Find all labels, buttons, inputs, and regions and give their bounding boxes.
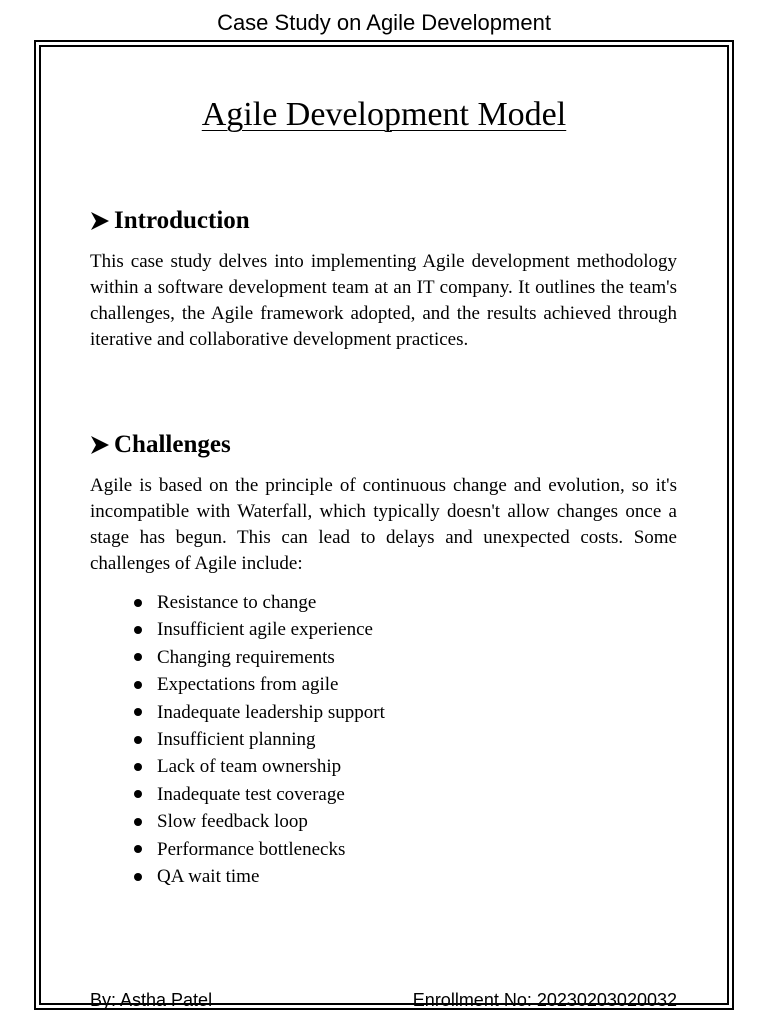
bullet-icon	[134, 818, 142, 826]
document-title	[0, 95, 768, 135]
list-item-text: Inadequate test coverage	[157, 783, 345, 805]
list-item-text: Changing requirements	[157, 646, 335, 668]
bullet-icon	[134, 790, 142, 798]
list-item-text: Insufficient agile experience	[157, 619, 373, 641]
bullet-icon	[134, 653, 142, 661]
footer-enrollment: Enrollment No: 20230203020032	[412, 990, 677, 1010]
challenges-paragraph: Agile is based on the principle of continuous change and evolution, so it's incompatible with Waterfall, which typically doesn't allow changes once a stage has begun. This can lead to delays and unexpected costs. Some challenges of Agile include:	[90, 475, 677, 574]
list-item-text: Resistance to change	[157, 592, 317, 613]
section-heading-challenges	[90, 430, 231, 460]
list-item	[130, 863, 385, 890]
bullet-icon	[134, 763, 142, 771]
list-item	[130, 808, 385, 835]
arrowhead-icon	[90, 211, 110, 231]
list-item-text: Lack of team ownership	[157, 756, 342, 778]
list-item-text: QA wait time	[157, 865, 260, 887]
list-item	[130, 726, 385, 753]
list-item	[130, 671, 385, 698]
section-heading-introduction	[90, 206, 250, 236]
bullet-icon	[134, 736, 142, 744]
list-item-text: Inadequate leadership support	[157, 701, 385, 723]
footer-author: By: Astha Patel	[90, 990, 213, 1010]
page-footer	[90, 988, 677, 1012]
challenges-list	[130, 589, 385, 890]
introduction-paragraph: This case study delves into implementing Agile development methodology within a software development team at an IT company. It outlines the team's challenges, the Agile framework adopted, and the results achieved through iterative and collaborative development practices.	[90, 251, 677, 350]
page-header: Case Study on Agile Development	[217, 10, 551, 35]
list-item	[130, 644, 385, 671]
bullet-icon	[134, 681, 142, 689]
list-item-text: Performance bottlenecks	[157, 838, 346, 860]
section-heading-text: Introduction	[114, 207, 250, 234]
list-item	[130, 699, 385, 726]
section-heading-text: Challenges	[114, 431, 231, 458]
bullet-icon	[134, 845, 142, 853]
list-item	[130, 589, 385, 616]
list-item	[130, 616, 385, 643]
list-item	[130, 836, 385, 863]
list-item-text: Expectations from agile	[157, 674, 339, 696]
arrowhead-icon	[90, 435, 110, 455]
bullet-icon	[134, 599, 142, 607]
list-item	[130, 753, 385, 780]
bullet-icon	[134, 626, 142, 634]
document-title-text: Agile Development Model	[201, 96, 567, 133]
bullet-icon	[134, 873, 142, 881]
list-item-text: Insufficient planning	[157, 728, 316, 750]
bullet-icon	[134, 708, 142, 716]
list-item-text: Slow feedback loop	[157, 811, 308, 833]
list-item	[130, 781, 385, 808]
